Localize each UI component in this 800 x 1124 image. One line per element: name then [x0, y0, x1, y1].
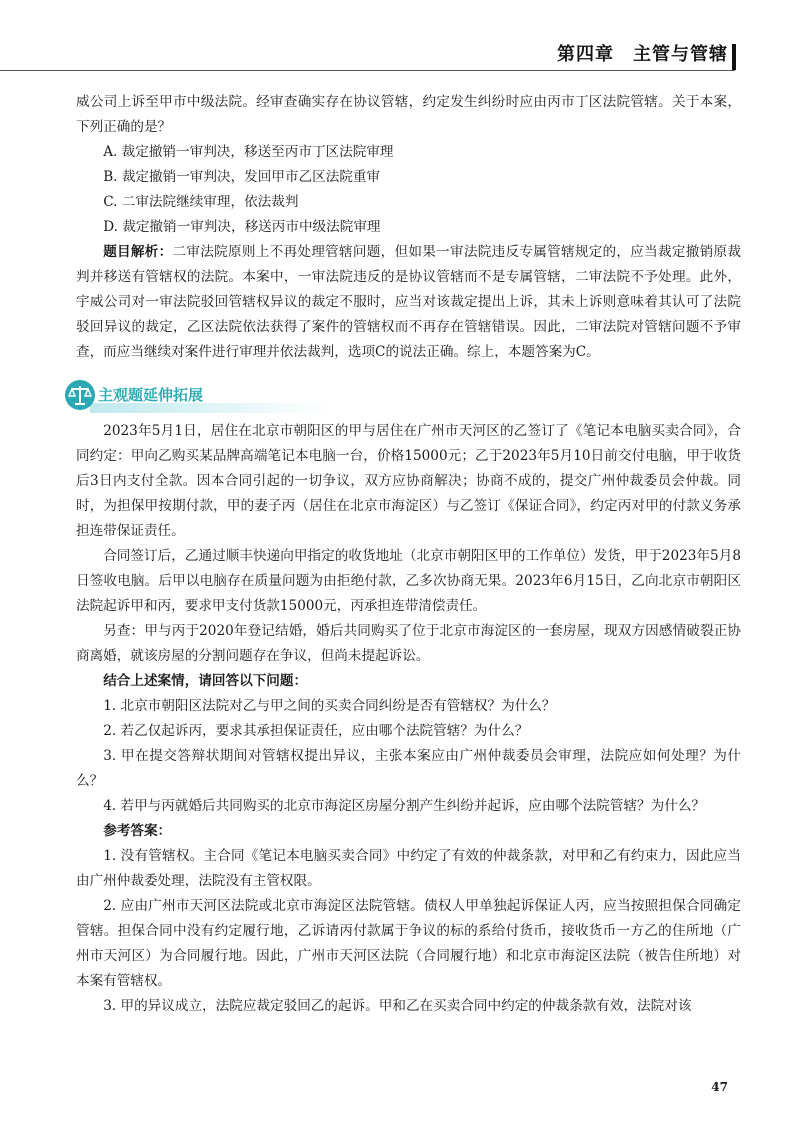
question-2: 2. 若乙仅起诉丙，要求其承担保证责任，应由哪个法院管辖？为什么？	[103, 723, 529, 739]
answers-label: 参考答案：	[103, 823, 172, 839]
analysis	[76, 240, 741, 365]
option-d: D. 裁定撤销一审判决，移送丙市中级法院审理	[103, 219, 381, 235]
answer-2: 2. 应由广州市天河区法院或北京市海淀区法院管辖。债权人甲单独起诉保证人丙，应当按照担保合同确定管辖。担保合同中没有约定履行地，乙诉请丙付款属于争议的标的系给付货币，接收货币一方乙的住所地（广州市天河区）为合同履行地。因此，广州市天河区法院（合同履行地）和北京市海淀区法院（被告住所地）对本案有管辖权。	[76, 898, 741, 989]
analysis-label: 题目解析：	[103, 244, 173, 260]
option-b: B. 裁定撤销一审判决，发回甲市乙区法院重审	[103, 169, 381, 185]
question-4: 4. 若甲与丙就婚后共同购买的北京市海淀区房屋分割产生纠纷并起诉，应由哪个法院管辖？为什么？	[103, 798, 706, 814]
header-marker	[732, 44, 736, 70]
page-header	[0, 0, 800, 72]
answer-3: 3. 甲的异议成立，法院应裁定驳回乙的起诉。甲和乙在买卖合同中约定的仲裁条款有效，法院对该	[103, 998, 692, 1014]
case-paragraph-1: 2023年5月1日，居住在北京市朝阳区的甲与居住在广州市天河区的乙签订了《笔记本电脑买卖合同》，合同约定：甲向乙购买某品牌高端笔记本电脑一台，价格15000元；乙于2023年5月10日前交付电脑，甲于收货后3日内支付全款。因本合同引起的一切争议，双方应协商解决；协商不成的，提交广州仲裁委员会仲裁。同时，为担保甲按期付款，甲的妻子丙（居住在北京市海淀区）与乙签订《保证合同》，约定丙对甲的付款义务承担连带保证责任。	[76, 423, 741, 539]
questions-label: 结合上述案情，请回答以下问题：	[103, 673, 308, 689]
answer-1: 1. 没有管辖权。主合同《笔记本电脑买卖合同》中约定了有效的仲裁条款，对甲和乙有约束力，因此应当由广州仲裁委处理，法院没有主管权限。	[76, 848, 741, 889]
question-stem: 威公司上诉至甲市中级法院。经审查确实存在协议管辖，约定发生纠纷时应由丙市丁区法院管辖。关于本案，下列正确的是？	[76, 94, 741, 135]
section-title: 主观题延伸拓展	[98, 386, 204, 404]
question-1: 1. 北京市朝阳区法院对乙与甲之间的买卖合同纠纷是否有管辖权？为什么？	[103, 698, 556, 714]
scales-of-justice-icon	[64, 379, 96, 411]
analysis-text: 二审法院原则上不再处理管辖问题，但如果一审法院违反专属管辖规定的，应当裁定撤销原裁判并移送有管辖权的法院。本案中，一审法院违反的是协议管辖而不是专属管辖，二审法院不予处理。此外，宇威公司对一审法院驳回管辖权异议的裁定不服时，应当对该裁定提出上诉，其未上诉则意味着其认可了法院驳回异议的裁定，乙区法院依法获得了案件的管辖权而不再存在管辖错误。因此，二审法院对管辖问题不予审查，而应当继续对案件进行审理并依法裁判，选项C的说法正确。综上，本题答案为C。	[76, 244, 741, 360]
question-3: 3. 甲在提交答辩状期间对管辖权提出异议，主张本案应由广州仲裁委员会审理，法院应如何处理？为什么？	[76, 748, 741, 789]
case-paragraph-2: 合同签订后，乙通过顺丰快递向甲指定的收货地址（北京市朝阳区甲的工作单位）发货，甲于2023年5月8日签收电脑。后甲以电脑存在质量问题为由拒绝付款，乙多次协商无果。2023年6月15日，乙向北京市朝阳区法院起诉甲和丙，要求甲支付货款15000元，丙承担连带清偿责任。	[76, 548, 741, 614]
option-a: A. 裁定撤销一审判决，移送至丙市丁区法院审理	[103, 144, 394, 160]
page-number: 47	[711, 1080, 728, 1094]
case-paragraph-3: 另查：甲与丙于2020年登记结婚，婚后共同购买了位于北京市海淀区的一套房屋，现双方因感情破裂正协商离婚，就该房屋的分割问题存在争议，但尚未提起诉讼。	[76, 623, 741, 664]
chapter-title: 第四章 主管与管辖	[557, 44, 728, 65]
header-rule	[0, 70, 735, 71]
page-content	[76, 90, 741, 1019]
section-header	[76, 373, 741, 419]
option-c: C. 二审法院继续审理，依法裁判	[103, 194, 299, 210]
